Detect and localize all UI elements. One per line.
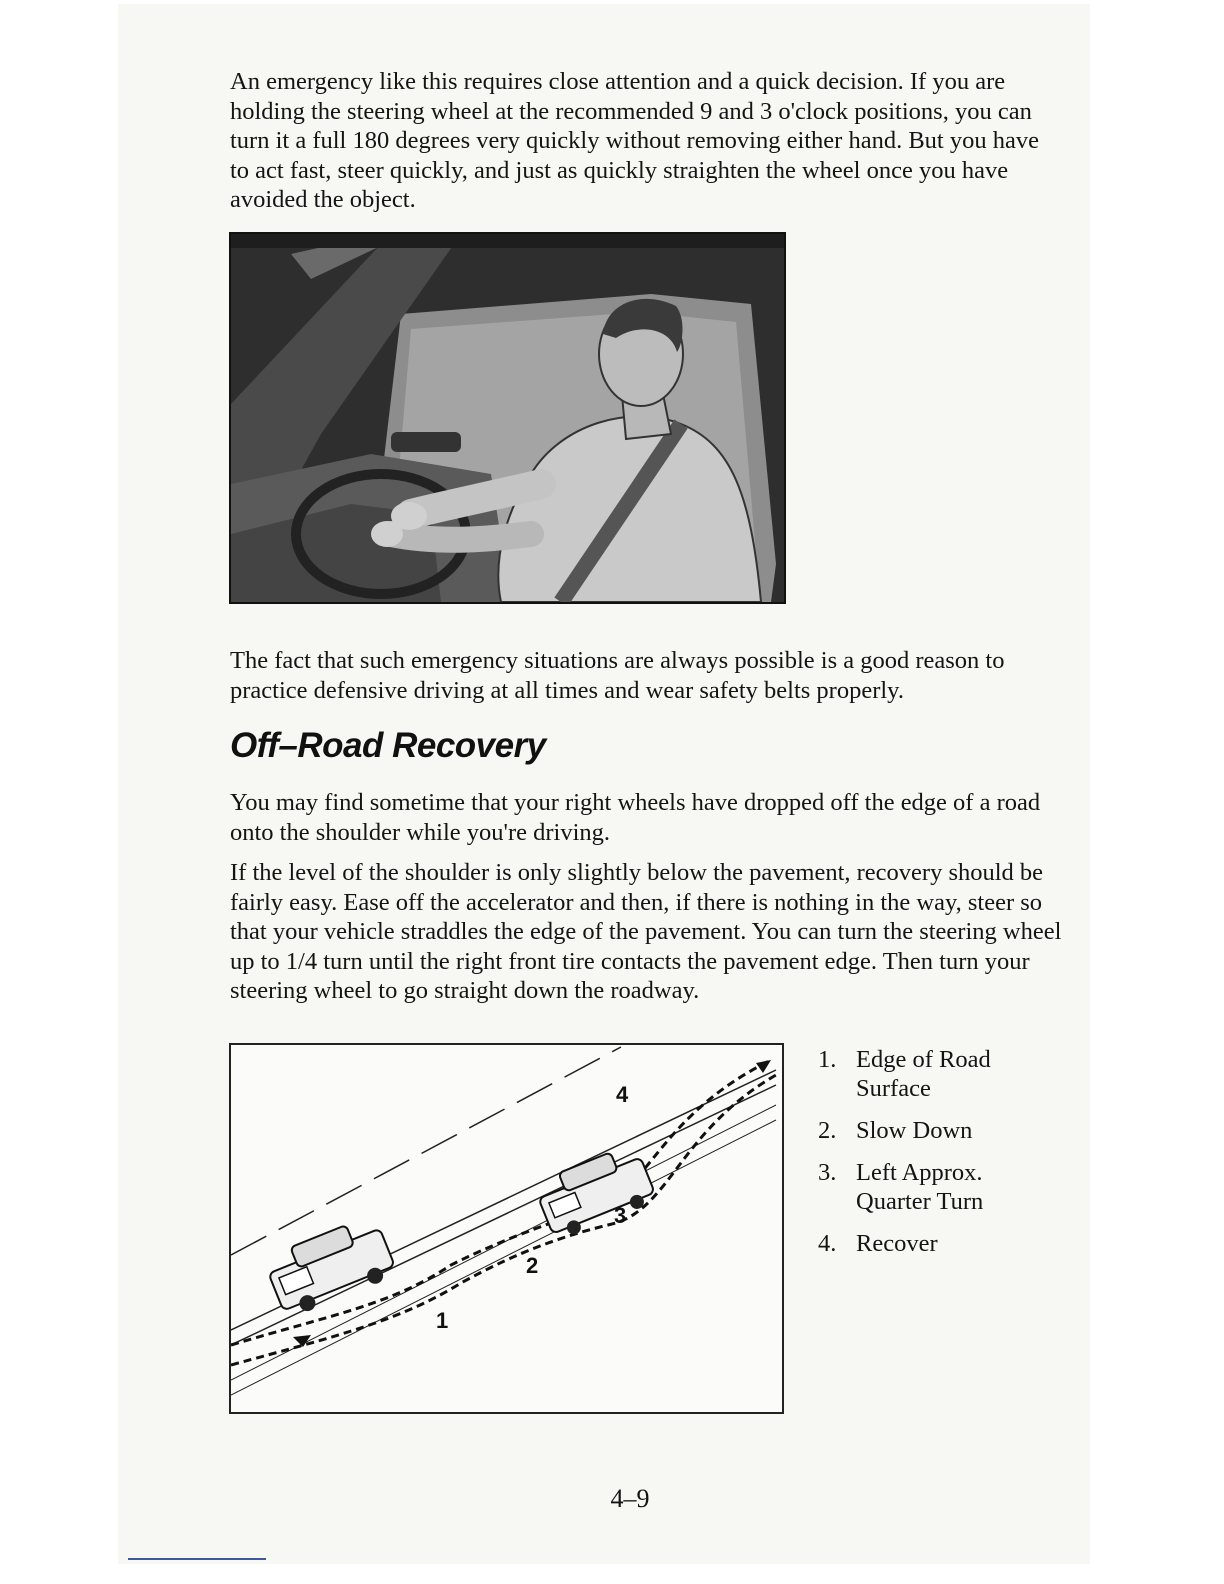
legend-label: Recover (856, 1230, 938, 1257)
legend-item (818, 1229, 1058, 1258)
legend-item (818, 1158, 1058, 1216)
legend-label: Left Approx. Quarter Turn (856, 1159, 984, 1215)
page-number: 4–9 (610, 1484, 650, 1513)
legend-number: 3. (818, 1159, 837, 1186)
paragraph-recovery-steps: If the level of the shoulder is only slightly below the pavement, recovery should be fairly easy. Ease off the accelerator and then, if there is nothing in the way, steer so that your vehicle straddles the edge of the pavement. You can turn the steering wheel up to 1/4 turn until the right front tire contacts the pavement edge. Then turn your steering wheel to go straight down the roadway. (230, 859, 1062, 1004)
diagram-legend (818, 1045, 1058, 1271)
driver-photo-illustration (229, 232, 786, 604)
section-heading: Off–Road Recovery (230, 726, 546, 765)
off-road-recovery-diagram (229, 1043, 784, 1414)
paragraph-emergency: An emergency like this requires close attention and a quick decision. If you are holding the steering wheel at the recommended 9 and 3 o'clock positions, you can turn it a full 180 degrees very quickly without removing either hand. But you have to act fast, steer quickly, and just as quickly straighten the wheel once you have avoided the object. (230, 68, 1039, 213)
legend-item (818, 1116, 1058, 1145)
callout-2: 2 (526, 1253, 539, 1278)
legend-number: 1. (818, 1046, 837, 1073)
paragraph-wheels-dropped: You may find sometime that your right wheels have dropped off the edge of a road onto the shoulder while you're driving. (230, 789, 1041, 846)
footer-rule (128, 1558, 266, 1560)
callout-3: 3 (614, 1203, 627, 1228)
paragraph-defensive-driving: The fact that such emergency situations are always possible is a good reason to practice defensive driving at all times and wear safety belts properly. (230, 647, 1005, 704)
legend-label: Edge of Road Surface (856, 1046, 991, 1102)
legend-number: 2. (818, 1117, 837, 1144)
callout-4: 4 (616, 1082, 629, 1107)
callout-1: 1 (436, 1308, 449, 1333)
legend-number: 4. (818, 1230, 837, 1257)
legend-item (818, 1045, 1058, 1103)
legend-label: Slow Down (856, 1117, 973, 1144)
